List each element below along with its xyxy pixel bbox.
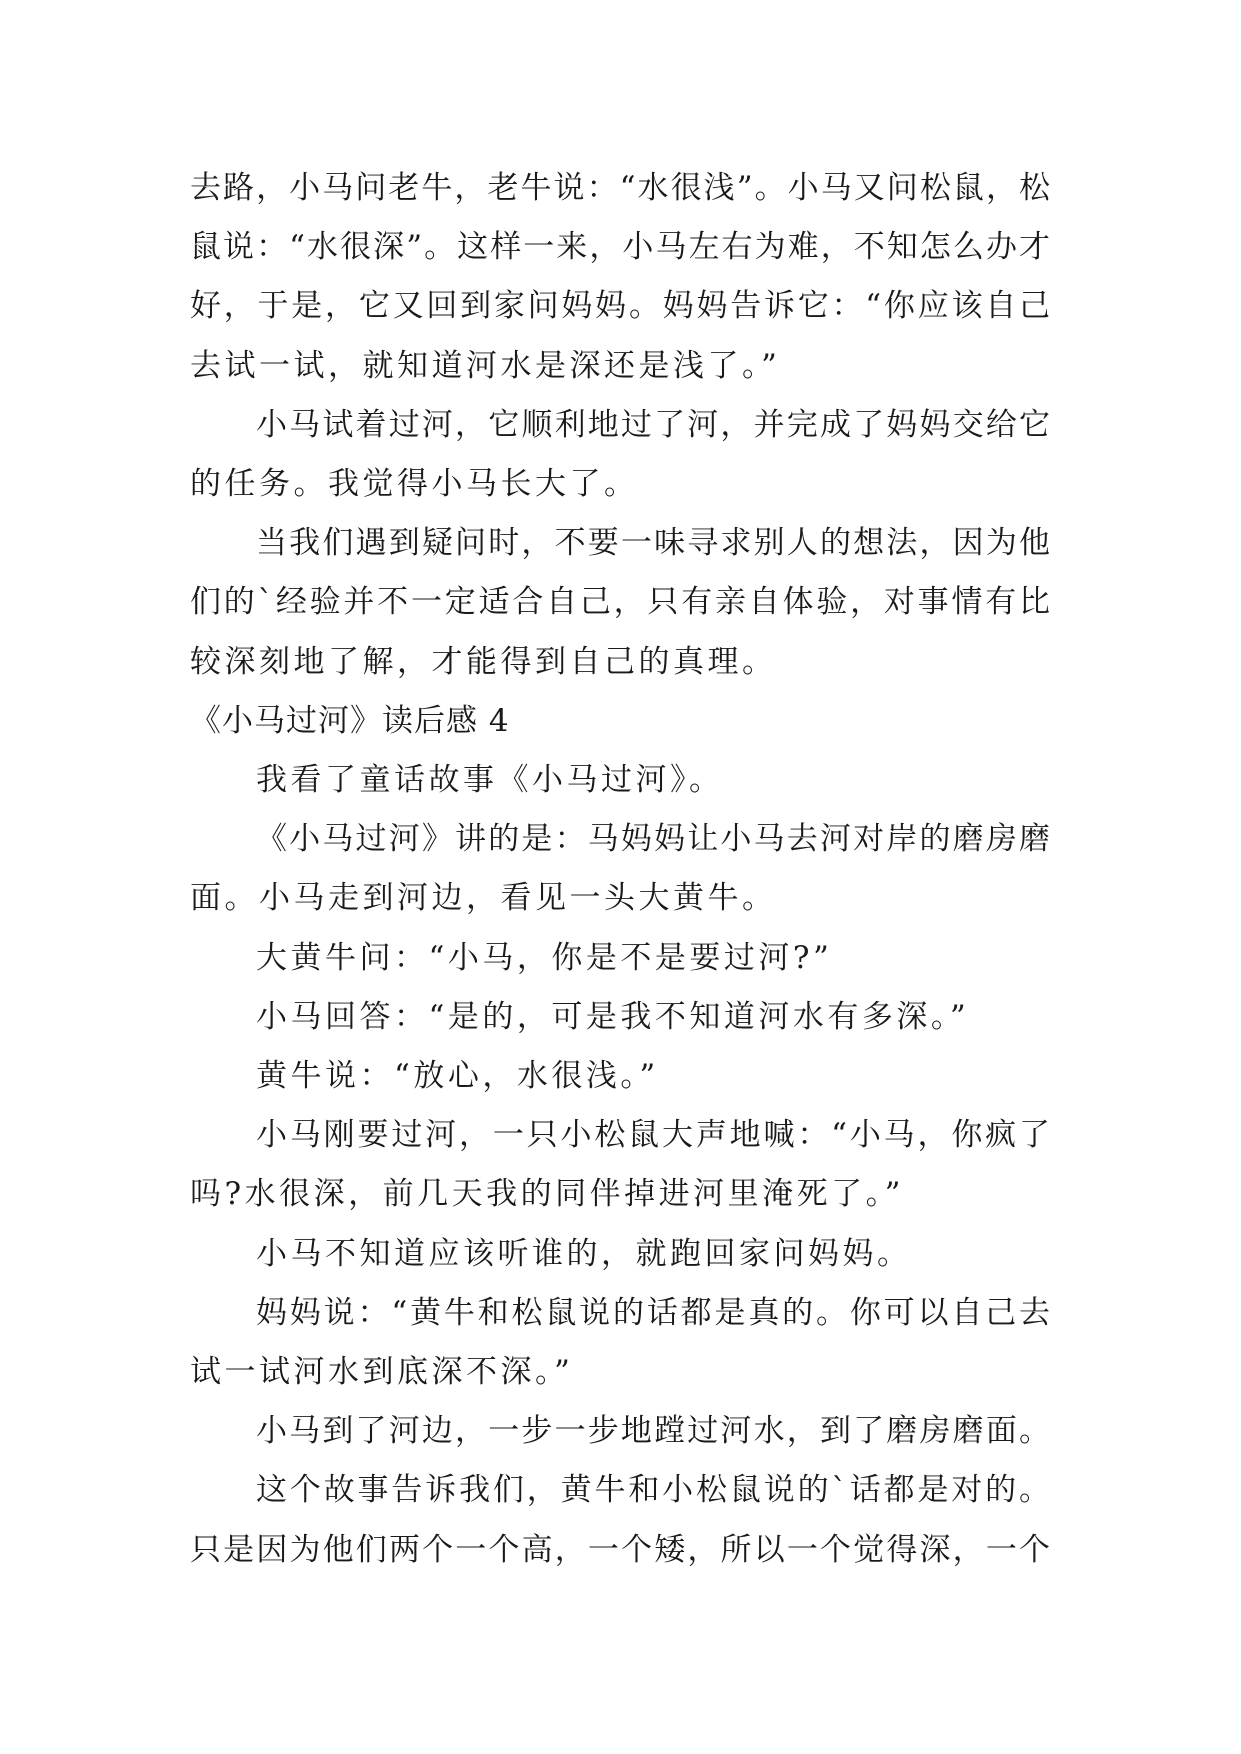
text-line: 我看了童话故事《小马过河》。 <box>256 762 724 798</box>
text-line: 黄牛说：“放心，水很浅。” <box>256 1058 659 1094</box>
text-line: 小马试着过河，它顺利地过了河，并完成了妈妈交给它 <box>256 406 1050 443</box>
text-line: 面。小马走到河边，看见一头大黄牛。 <box>190 880 777 917</box>
text-line: 小马回答：“是的，可是我不知道河水有多深。” <box>256 998 970 1035</box>
text-line: 去试一试，就知道河水是深还是浅了。” <box>190 347 781 384</box>
text-line: 小马不知道应该听谁的，就跑回家问妈妈。 <box>256 1235 912 1272</box>
text-line: 较深刻地了解，才能得到自己的真理。 <box>190 643 777 680</box>
text-line: 鼠说：“水很深”。这样一来，小马左右为难，不知怎么办才 <box>190 229 1050 266</box>
text-line: 这个故事告诉我们，黄牛和小松鼠说的`话都是对的。 <box>256 1472 1050 1509</box>
text-line: 们的`经验并不一定适合自己，只有亲自体验，对事情有比 <box>190 584 1050 621</box>
text-line: 去路，小马问老牛，老牛说：“水很浅”。小马又问松鼠，松 <box>190 170 1050 206</box>
text-line: 吗?水很深，前几天我的同伴掉进河里淹死了。” <box>190 1176 904 1213</box>
text-line: 只是因为他们两个一个高，一个矮，所以一个觉得深，一个 <box>190 1531 1050 1568</box>
text-line: 小马到了河边，一步一步地蹚过河水，到了磨房磨面。 <box>256 1413 1050 1450</box>
text-line: 《小马过河》讲的是：马妈妈让小马去河对岸的磨房磨 <box>256 821 1050 858</box>
section-heading: 《小马过河》读后感 4 <box>190 702 510 739</box>
text-line: 试一试河水到底深不深。” <box>190 1354 574 1390</box>
text-line: 的任务。我觉得小马长大了。 <box>190 466 639 502</box>
text-line: 好，于是，它又回到家问妈妈。妈妈告诉它：“你应该自己 <box>190 288 1050 325</box>
text-line: 当我们遇到疑问时，不要一味寻求别人的想法，因为他 <box>256 525 1050 562</box>
text-line: 大黄牛问：“小马，你是不是要过河?” <box>256 939 833 976</box>
text-line: 妈妈说：“黄牛和松鼠说的话都是真的。你可以自己去 <box>256 1294 1050 1331</box>
text-line: 小马刚要过河，一只小松鼠大声地喊：“小马，你疯了 <box>256 1117 1050 1154</box>
